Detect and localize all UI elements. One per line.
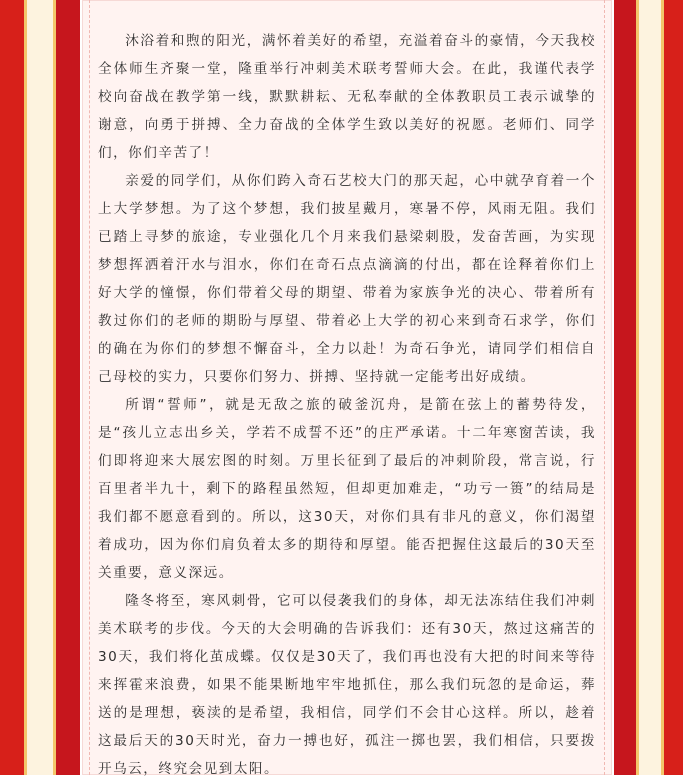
paragraph-1: 沐浴着和煦的阳光，满怀着美好的希望，充溢着奋斗的豪情，今天我校全体师生齐聚一堂，隆重举行冲刺美术联考誓师大会。在此，我谨代表学校向奋战在教学第一线，默默耕耘、无私奉献的全体教职员工表示诚挚的谢意，向勇于拼搏、全力奋战的全体学生致以美好的祝愿。老师们、同学们，你们辛苦了！ xyxy=(98,33,596,161)
paragraph-3: 所谓“誓师”，就是无敌之旅的破釜沉舟，是箭在弦上的蓄势待发，是“孩儿立志出乡关，学若不成誓不还”的庄严承诺。十二年寒窗苦读，我们即将迎来大展宏图的时刻。万里长征到了最后的冲刺阶段，常言说，行百里者半九十，剩下的路程虽然短，但却更加难走，“功亏一篑”的结局是我们都不愿意看到的。所以，这30天，对你们具有非凡的意义，你们渴望着成功，因为你们肩负着太多的期待和厚望。能否把握住这最后的30天至关重要，意义深远。 xyxy=(98,397,596,581)
left-border-cream xyxy=(27,0,53,775)
left-border-red xyxy=(0,0,24,775)
paragraph-4: 隆冬将至，寒风刺骨，它可以侵袭我们的身体，却无法冻结住我们冲刺美术联考的步伐。今天的大会明确的告诉我们：还有30天，熬过这痛苦的30天，我们将化茧成蝶。仅仅是30天了，我们再也没有大把的时间来等待来挥霍来浪费，如果不能果断地牢牢地抓住，那么我们玩忽的是命运，葬送的是理想，亵渎的是希望，我相信，同学们不会甘心这样。所以，趁着这最后天的30天时光，奋力一搏也好，孤注一掷也罢，我们相信，只要拨开乌云，终究会见到太阳。 xyxy=(98,593,596,777)
right-border-red-inner xyxy=(614,0,636,775)
speech-body xyxy=(98,27,596,783)
speech-paper xyxy=(82,0,612,775)
left-border-red-inner xyxy=(56,0,80,775)
right-border-red xyxy=(664,0,683,775)
paragraph-2: 亲爱的同学们，从你们跨入奇石艺校大门的那天起，心中就孕育着一个上大学梦想。为了这个梦想，我们披星戴月，寒暑不停，风雨无阻。我们已踏上寻梦的旅途，专业强化几个月来我们悬梁刺股，发奋苦画，为实现梦想挥洒着汗水与泪水，你们在奇石点点滴滴的付出，都在诠释着你们上好大学的憧憬，你们带着父母的期望、带着为家族争光的决心、带着所有教过你们的老师的期盼与厚望、带着必上大学的初心来到奇石求学，你们的确在为你们的梦想不懈奋斗，全力以赴！为奇石争光，请同学们相信自己母校的实力，只要你们努力、拼搏、坚持就一定能考出好成绩。 xyxy=(98,173,596,385)
right-border-cream xyxy=(639,0,661,775)
